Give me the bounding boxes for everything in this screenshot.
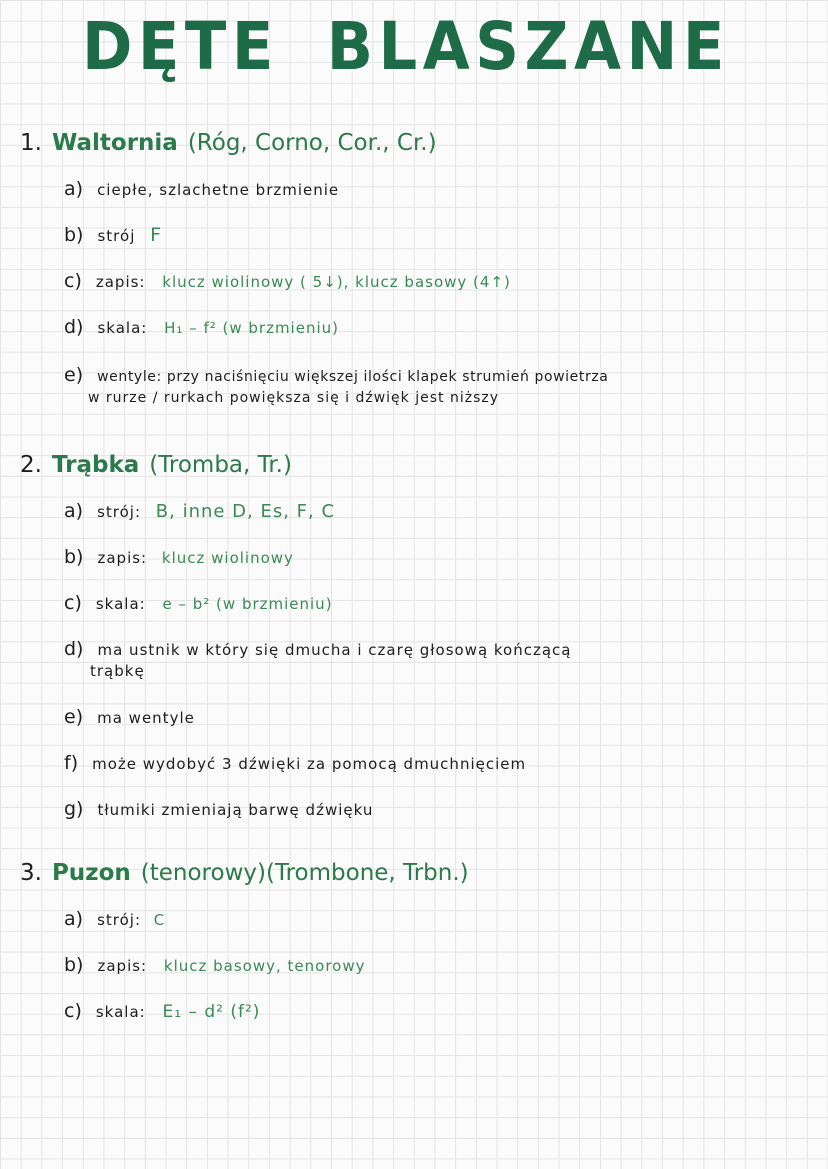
item-label: skala: <box>95 595 146 613</box>
item-label: zapis: <box>95 273 146 291</box>
item-marker: a) <box>64 178 84 200</box>
item-marker: e) <box>64 364 84 386</box>
page-title <box>82 8 730 85</box>
item-label: ma ustnik w który się dmucha i czarę głosową kończącą <box>97 641 572 659</box>
item-label: zapis: <box>97 549 148 567</box>
section-number: 3. <box>20 860 42 886</box>
section-number: 1. <box>20 130 42 156</box>
list-item <box>64 638 572 660</box>
item-label: ma wentyle <box>97 709 195 727</box>
item-marker: c) <box>64 270 82 292</box>
item-marker: a) <box>64 908 84 930</box>
item-value: C <box>153 911 166 929</box>
item-label: strój: <box>97 503 141 521</box>
item-label: ciepłe, szlachetne brzmienie <box>97 181 340 199</box>
list-item <box>64 592 333 614</box>
item-marker: f) <box>64 752 79 774</box>
list-item <box>64 954 365 976</box>
section-number: 2. <box>20 452 42 478</box>
item-marker: g) <box>64 798 84 820</box>
item-label: skala: <box>97 319 148 337</box>
list-item <box>64 224 162 246</box>
list-item <box>64 706 195 728</box>
item-marker: e) <box>64 706 84 728</box>
item-label: strój: <box>97 911 141 929</box>
item-marker: b) <box>64 954 84 976</box>
list-item <box>64 752 526 774</box>
item-marker: c) <box>64 592 82 614</box>
item-value: klucz wiolinowy ( 5↓), klucz basowy (4↑) <box>162 273 511 291</box>
section-name: Waltornia <box>51 130 178 156</box>
item-continuation: w rurze / rurkach powiększa się i dźwięk jest niższy <box>88 390 500 406</box>
item-marker: b) <box>64 224 84 246</box>
item-label: zapis: <box>97 957 148 975</box>
item-label: tłumiki zmieniają barwę dźwięku <box>97 801 374 819</box>
item-marker: d) <box>64 316 84 338</box>
section-name: Puzon <box>51 860 131 886</box>
item-label: strój <box>97 227 136 245</box>
item-value: H₁ – f² (w brzmieniu) <box>164 319 339 337</box>
section-title-puzon <box>20 860 469 886</box>
section-title-waltornia <box>20 130 437 156</box>
item-continuation: trąbkę <box>90 662 145 680</box>
list-item <box>64 364 608 386</box>
item-value: klucz basowy, tenorowy <box>163 957 366 975</box>
list-item <box>64 500 335 522</box>
section-name: Trąbka <box>51 452 140 478</box>
list-item <box>64 270 511 292</box>
title-word-1: DĘTE <box>82 8 279 85</box>
title-word-2: BLASZANE <box>326 8 730 85</box>
item-marker: c) <box>64 1000 82 1022</box>
item-marker: b) <box>64 546 84 568</box>
item-label: wentyle: przy naciśnięciu większej ilości klapek strumień powietrza <box>97 369 609 385</box>
section-aliases: (tenorowy)(Trombone, Trbn.) <box>140 860 469 886</box>
item-value: E₁ – d² (f²) <box>162 1002 261 1022</box>
item-value: e – b² (w brzmieniu) <box>162 595 333 613</box>
list-item <box>64 316 339 338</box>
list-item <box>64 908 165 930</box>
item-label: może wydobyć 3 dźwięki za pomocą dmuchnięciem <box>92 755 527 773</box>
section-title-trabka <box>20 452 292 478</box>
item-value: B, inne D, Es, F, C <box>155 501 336 522</box>
item-marker: d) <box>64 638 84 660</box>
list-item <box>64 1000 260 1022</box>
item-value: F <box>150 224 163 246</box>
list-item <box>64 546 294 568</box>
section-aliases: (Tromba, Tr.) <box>149 452 292 478</box>
item-label: skala: <box>95 1003 146 1021</box>
section-aliases: (Róg, Corno, Cor., Cr.) <box>187 130 437 156</box>
item-marker: a) <box>64 500 84 522</box>
list-item <box>64 798 373 820</box>
item-value: klucz wiolinowy <box>161 549 294 567</box>
list-item <box>64 178 339 200</box>
